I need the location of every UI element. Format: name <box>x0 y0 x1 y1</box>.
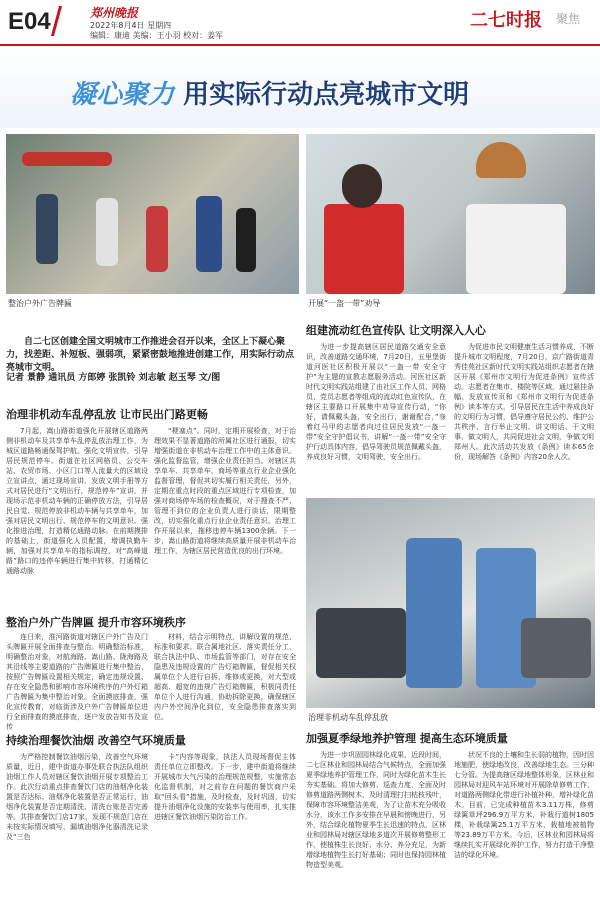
officer-figure <box>406 538 462 688</box>
scooter-shape <box>316 608 406 678</box>
brand-logo: 二七时报 <box>470 10 542 31</box>
article-column <box>6 752 148 896</box>
article-column <box>154 752 296 896</box>
article-title: 持续治理餐饮油烟 改善空气环境质量 <box>6 734 186 747</box>
headline-main: 用实际行动点亮城市文明 <box>183 80 470 110</box>
person-figure <box>96 198 118 266</box>
lead-paragraph: 自二七区创建全国文明城市工作推进会召开以来，全区上下凝心聚力，找差距、补短板、强弱项，紧紧密鼓地推进创建工作，用实际行动点亮城市文明。 <box>6 337 295 373</box>
article-title: 组建流动红色宣传队 让文明深入人心 <box>306 324 486 337</box>
person-figure <box>236 208 256 272</box>
header-slash-divider <box>51 6 62 36</box>
person-figure <box>196 196 222 272</box>
person-figure <box>146 206 168 272</box>
photo-parking-management <box>306 498 595 708</box>
article-paragraph: 为进一步提高辖区居民道路交通安全意识，改善道路交通环境，7月20日，五里堡街道河医社区积极开展以“一盔一带 安全守护”为主题的宣教志愿服务活动。河医社区新时代文明实践站组建了由社区工作人员、网格员、党员志愿者等组成的流动红色宣传队，在辖区主要路口开展集中劝导宣传行动，“你好，请佩戴头盔，安全出行，谢谢配合，”身着红马甲的志愿者向过往居民发放“一盔一带”安全守护倡议书，讲解“一盔一带”安全守护行动具体内容，倡导驾驶员规范佩戴头盔，养成良好习惯，文明驾驶，安全出行。 <box>306 343 446 461</box>
page-number: E04 <box>8 8 51 35</box>
article-column <box>306 750 446 896</box>
article-column <box>154 426 296 604</box>
photo-billboard-rectification <box>6 134 299 294</box>
reporter-credits: 记者 景静 通讯员 方郎婷 张凯铃 刘志敏 赵玉琴 文/图 <box>6 373 221 383</box>
section-label: 聚焦 <box>556 12 581 26</box>
article-paragraph: 状况不良的土壤和生长弱的植物，因时因地施肥，使绿地改良，改善绿地生态。三分种七分管。为提高辖区绿地整体形象，区林业和园林局对迎风车站环境对开展除草修剪工作，对道路两侧绿化带进行补植补种，增补绿化苗木。目前，已完成种植苗木3.11万株，修剪绿篱草坪296.9万平方米，补栽行道树1805棵，补栽绿篱25.1万平方米，栽植地被植物等23.89万平方米。今后，区林业和园林局将继续扎实开展绿化养护工作，努力打造干净整洁的绿化环境。 <box>454 751 594 859</box>
article-paragraph: 材料，结合示明特点，讲解设置的规范、标准和要求。联合属地社区、落实责任分工，联合执法中队、市场监管等部门，对存在安全隐患及违规设置的广告灯箱牌匾，督促相关权属单位个人进行自拆，维修或更换，对大型或超高、超宽的违规广告灯箱牌匾，积极同责任单位个人进行沟通，协助拆除更换，确保辖区内户外空间净化到位，安全隐患排查落实到位。 <box>154 633 296 721</box>
article-title: 治理非机动车乱停乱放 让市民出门路更畅 <box>6 408 208 421</box>
article-paragraph: “梗塞点”。同时，定期开展检查，对于治理效果不显著道路的所属社区进行通报，切实增强街道在非机动车治理工作中的主体意识。强化监督监管，增强企业责任担当。对辖区共享单车、共享单车，商场等重点行业企业强化监督管理，督促其切实履行相关责任，另外，定期在重点时段的重点区域进行专项检查，加强对商场停车场的检查概况，对于搜查不严、管理不到位的企业负责人进行谈话，限期整改，切实强化重点行业企业责任意识。治理工作开展以来，拖移违停车辆1300余辆。下一步，嵩山路街道将继续高质量开展非机动车治理工作，为辖区居民营造优良的出行环境。 <box>154 427 296 555</box>
article-column <box>154 632 296 722</box>
article-column <box>306 342 446 492</box>
paper-logo: 郑州晚报 <box>90 6 139 20</box>
article-paragraph: 为促进市民文明健康生活习惯养成，不断提升城市文明程度，7月20日，京广路街道青秀佳苑社区新时代文明实践站组织志愿者在辖区开展《郑州市文明行为促进条例》宣传活动。志愿者在集市、楼院等区域，通过悬挂条幅、发放宣传页和《郑州市文明行为促进条例》读本等方式，引导居民在生活中养成良好的文明行为习惯，倡导遵守居民公约、维护公共秩序、言行举止文明、讲文明话、干文明事，做文明人，共同促进社会文明，争做文明郑州人。此次活动共发放《条例》读本65余份，现场解答《条例》内容20余人次。 <box>454 343 594 461</box>
photo1-caption: 整治户外广告牌匾 <box>8 299 72 308</box>
article-column <box>6 426 148 604</box>
photo2-caption: 开展“一盔一带”劝导 <box>308 299 381 308</box>
article-paragraph: 连日来，淮河路街道对辖区户外广告及门头牌匾开展全面排查与整治。明确整治标准，明确整治对象，对航海路、嵩山路、陇海路及其沿线等主要道路的广告牌匾进行集中整治，按照广告牌匾设置相关规定，确定违规设置、存在安全隐患和影响市容环境秩序的户外灯箱广告牌匾为集中整治对象。全面摸底排查，强化宣传教育，对临街涉及户外广告牌匾单位进行全面排查的摸底排查，逐户发放告知书及宣传 <box>6 633 148 731</box>
scooter-shape <box>521 618 591 678</box>
article-paragraph: 7月起，嵩山路街道强化开展辖区道路两侧非机动车及共享单车乱停乱放治理工作，为城区道路畅通保驾护航。强化文明宣传，引导居民规范停车。街道在社区网格员、公交车站、农贸市场、小区门口等人流量大的区域设立宣讲点，通过现场宣讲、发放文明手册等方式对居民进行“文明出行，规范停车”宣讲，并现场示范非机动车辆的正确停放方法，引导居民自觉、规范停放非机动车辆与共享单车，加强对居民文明出行、规范停车的文明意识。强化推进治理，打造精亿通路动脉。在前期摸排的基础上，街道强化人员配置，增调执勤车辆，加强对共享单车的指标调控，对“高峰道路”路口的违停车辆进行集中转移，打通精亿通路动脉 <box>6 427 148 575</box>
page-header <box>0 0 600 44</box>
photo-helmet-persuasion <box>306 134 595 294</box>
article-title: 整治户外广告牌匾 提升市容环境秩序 <box>6 616 186 629</box>
article-column <box>6 632 148 731</box>
volunteer-head <box>342 164 382 208</box>
main-headline <box>70 74 469 111</box>
article-column <box>454 750 594 896</box>
article-column <box>454 342 594 492</box>
helmet-shape <box>476 142 526 178</box>
person-figure <box>36 194 58 264</box>
rider-shirt <box>466 204 566 294</box>
article-title: 加强夏季绿地养护管理 提高生态环境质量 <box>306 732 508 745</box>
article-paragraph: 卡”内容等现象，执法人员现场督促主体责任单位立即整改。下一步，建中街道将继续开展城市大气污染的治理规范规整，实施常态化监督机制，对之前存在问题的餐饮商户采取“回头看”措施，及时检查，及时巩固，切实提升油烟净化设施的安装率与使用率，扎实推进辖区餐饮油烟污染防治工作。 <box>154 753 296 821</box>
shop-sign-shape <box>22 152 112 166</box>
photo3-caption: 治理非机动车乱停乱放 <box>308 713 388 722</box>
volunteer-red-vest <box>324 204 404 294</box>
headline-accent: 凝心聚力 <box>70 80 175 110</box>
editors-line: 编辑：康迪 美编：王小羽 校对：姜军 <box>90 31 224 40</box>
article-paragraph: 为严格控制餐饮油烟污染，改善空气环境质量，近日，建中街道办事处联合执法队组织油烟工作人员对辖区餐饮油烟开展专项整治工作。此次行动重点排查餐饮门店的油烟净化装置是否达标、油烟净化装置是否正常运行，油烟净化装置是否定期清洗、清洗台账是否完善等。共排查餐饮门店17家，发现不规范门店在未按实际情况填写、漏填油烟净化器清洗记录及“三色 <box>6 753 148 841</box>
article-paragraph: 为进一步巩固园林绿化成果，近段时间，二七区林业和园林局结合气候特点，全面加强夏季绿地养护管理工作，同时为绿化苗木生长夯实基础。将加大修剪、巡查力度，全面及时修剪道路两侧树木，及时清理打扫枯枝残叶，保障市容环境整洁美观，为了让苗木充分吸收水分，该水工作多安排在早晨和傍晚进行，另外，结合绿化植物夏季生长迅速的特点，区林业和园林局对辖区绿地多道次开展修剪整形工作，使植株生长良好、水分、养分充足，为新增绿地植物生长打好基础；同时也保持园林植物造型美观。 <box>306 751 446 869</box>
date-line: 2022年8月4日 星期四 <box>90 21 172 30</box>
